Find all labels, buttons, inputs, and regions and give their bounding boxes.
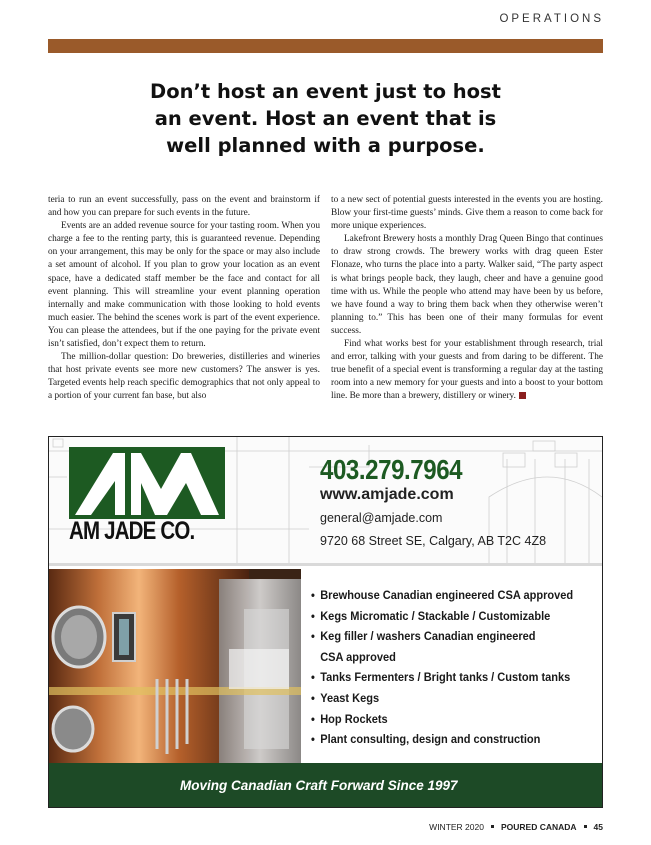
advertisement[interactable]	[48, 436, 603, 808]
am-jade-logo-icon	[69, 447, 225, 519]
page-footer	[429, 822, 603, 832]
ad-tagline: Moving Canadian Craft Forward Since 1997	[49, 763, 602, 807]
pull-quote-line: an event. Host an event that is	[154, 107, 497, 130]
article-paragraph: The million-dollar question: Do breweries, distilleries and wineries that host private events see more new customers? The answer is yes. Targeted events help reach specific demographics that not only appeal to a portion of your current fan base, but also	[48, 352, 320, 402]
ad-address: 9720 68 Street SE, Calgary, AB T2C 4Z8	[320, 534, 547, 548]
magazine-name: POURED CANADA	[500, 822, 577, 832]
list-item: • Yeast Kegs	[311, 688, 578, 709]
bullet-icon: •	[311, 732, 315, 747]
section-color-bar	[48, 39, 603, 53]
pull-quote	[48, 78, 603, 159]
ad-phone-number[interactable]: 403.279.7964	[320, 454, 463, 485]
article-paragraph: Lakefront Brewery hosts a monthly Drag Queen Bingo that continues to draw strong crowds. The brewery works with drag queen Ester Flonaze, who turns the place into a party. Walker said, “The party aspect is what brings people back, they laugh, cheer and have a genuine good time with us. While the people who attend may have been by us before, we have found a way to bring them back when they otherwise weren’t planning to.” This has been one of their many formulas for event success.	[331, 234, 603, 336]
separator-icon	[584, 825, 587, 828]
ad-header	[49, 437, 602, 563]
ad-email-link[interactable]: general@amjade.com	[320, 511, 443, 525]
article-column-right	[331, 194, 603, 404]
bullet-icon: •	[311, 690, 315, 705]
ad-body	[49, 563, 602, 763]
list-item: • Brewhouse Canadian engineered CSA approved	[311, 585, 578, 606]
pull-quote-line: well planned with a purpose.	[166, 134, 485, 157]
article-paragraph-text: Find what works best for your establishment through research, trial and error, talking with your guests and from daring to be different. The true benefit of a special event is transforming a regular day at the tasting room into a new memory for your guests and into a boost to your bottom line. Be more than a brewery, distillery or winery.	[331, 339, 603, 402]
list-item: • Tanks Fermenters / Bright tanks / Custom tanks	[311, 667, 578, 688]
list-item: • Keg filler / washers Canadian engineered	[311, 626, 578, 647]
article-column-left	[48, 194, 320, 404]
article-paragraph	[331, 338, 603, 403]
list-item: • Hop Rockets	[311, 709, 578, 730]
ad-feature-list	[311, 585, 601, 750]
article-body	[48, 194, 603, 404]
bullet-icon: •	[311, 711, 315, 726]
bullet-icon: •	[311, 629, 315, 644]
list-item-continuation: CSA approved	[320, 649, 396, 664]
list-item: • Kegs Micromatic / Stackable / Customizable	[311, 606, 578, 627]
section-label: OPERATIONS	[499, 13, 604, 25]
issue-label: WINTER 2020	[429, 822, 484, 832]
bullet-icon: •	[311, 608, 315, 623]
end-of-article-icon	[519, 392, 526, 399]
separator-icon	[491, 825, 494, 828]
bullet-icon: •	[311, 670, 315, 685]
pull-quote-line: Don’t host an event just to host	[150, 80, 501, 103]
article-paragraph: teria to run an event successfully, pass on the event and brainstorm if and how you can prepare for such events in the future.	[48, 195, 320, 219]
company-name: AM JADE CO.	[69, 517, 195, 545]
article-paragraph: Events are an added revenue source for your tasting room. When you charge a fee to the renting party, this is guaranteed revenue. Depending on your arrangement, this may be only for the space or may also include a set amount of alcohol. If you plan to grow your location as an event space, have a dedicated staff member be the face and contact for all event planning. This will streamline your event planning operation internally and make communication with those looking to hold events much easier. The behind the scenes work is part of the event experience. You can please the attendees, but if the one paying for the private event isn’t satisfied, don’t expect them to return.	[48, 221, 320, 350]
list-item: • Plant consulting, design and construction	[311, 729, 578, 750]
bullet-icon: •	[311, 588, 315, 602]
ad-website-link[interactable]: www.amjade.com	[320, 486, 454, 503]
article-paragraph: to a new sect of potential guests interested in the events you are hosting. Blow your first-time guests’ minds. Give them a reason to come back for more unique experiences.	[331, 195, 603, 232]
brewhouse-photo	[49, 569, 301, 766]
page-number: 45	[593, 822, 603, 832]
